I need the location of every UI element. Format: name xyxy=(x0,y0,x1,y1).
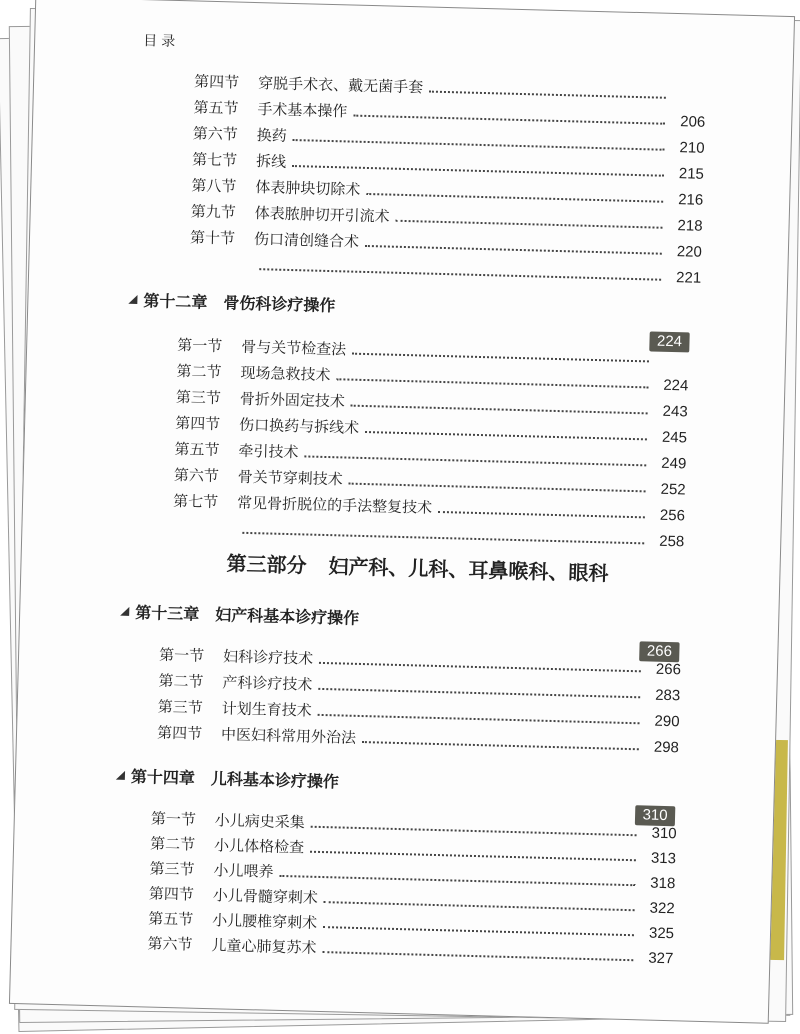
section-number: 第四节 xyxy=(156,723,203,743)
chapter-number: 第十四章 xyxy=(130,766,196,788)
page-number: 243 xyxy=(662,402,688,421)
section-title: 小儿腰椎穿刺术 xyxy=(211,911,318,932)
section-number: 第三节 xyxy=(175,388,222,408)
section-title: 拆线 xyxy=(255,152,287,171)
page-number: 290 xyxy=(654,712,680,731)
section-title: 儿童心肺复苏术 xyxy=(211,936,317,957)
chapter-number: 第十二章 xyxy=(143,290,208,312)
triangle-marker-icon xyxy=(120,606,129,615)
page-number: 310 xyxy=(651,824,677,843)
part-title: 妇产科、儿科、耳鼻喉科、眼科 xyxy=(328,554,609,586)
chapter-page-badge: 310 xyxy=(635,805,676,826)
chapter-title: 儿科基本诊疗操作 xyxy=(210,768,340,791)
section-number: 第一节 xyxy=(150,809,197,829)
page-header: 目录 xyxy=(142,33,180,51)
section-title: 小儿体格检查 xyxy=(213,836,305,857)
section-title: 牵引技术 xyxy=(238,441,299,462)
chapter-heading-12 xyxy=(128,286,336,317)
section-title: 现场急救技术 xyxy=(240,363,331,385)
part-number: 第三部分 xyxy=(226,551,307,578)
section-title: 中医妇科常用外治法 xyxy=(220,725,357,747)
chapter-title: 妇产科基本诊疗操作 xyxy=(214,604,360,628)
chapter-page-badge: 266 xyxy=(639,641,680,662)
section-number: 第四节 xyxy=(193,72,240,92)
dot-leader xyxy=(365,431,647,440)
section-number: 第四节 xyxy=(148,884,195,904)
section-title: 骨关节穿刺技术 xyxy=(237,467,344,489)
page-number xyxy=(655,368,689,369)
section-title: 常见骨折脱位的手法整复技术 xyxy=(236,493,433,517)
page-number: 245 xyxy=(661,428,688,447)
section-number: 第五节 xyxy=(147,909,194,929)
page-number: 327 xyxy=(648,949,674,968)
section-number: 第四节 xyxy=(174,414,221,434)
section-number: 第二节 xyxy=(149,834,196,854)
page-number: 210 xyxy=(679,139,705,157)
section-number: 第十节 xyxy=(189,228,236,248)
section-title: 小儿病史采集 xyxy=(214,811,306,832)
dot-leader xyxy=(366,193,663,203)
page-number: 215 xyxy=(678,165,705,183)
section-title: 骨与关节检查法 xyxy=(240,337,347,359)
section-title: 小儿骨髓穿刺术 xyxy=(212,886,319,907)
dot-leader xyxy=(365,245,662,255)
section-number: 第二节 xyxy=(176,362,222,382)
section-number: 第七节 xyxy=(191,150,238,170)
chapter-number: 第十三章 xyxy=(134,602,200,624)
chapter-heading-13 xyxy=(120,598,360,630)
section-number xyxy=(172,537,232,539)
toc-page xyxy=(9,0,795,1024)
section-title: 小儿喂养 xyxy=(213,861,274,881)
section-number: 第三节 xyxy=(149,859,195,879)
section-number: 第七节 xyxy=(172,492,219,512)
section-title: 骨折外固定技术 xyxy=(239,389,346,411)
page-number: 206 xyxy=(680,113,706,131)
dot-leader xyxy=(304,455,646,466)
section-number: 第三节 xyxy=(157,697,204,717)
dot-leader xyxy=(351,405,648,415)
section-number: 第二节 xyxy=(158,671,204,691)
dot-leader xyxy=(353,115,665,125)
page-number: 325 xyxy=(648,924,675,943)
page-number: 322 xyxy=(649,899,675,918)
dot-leader xyxy=(322,951,633,961)
section-number: 第五节 xyxy=(174,440,220,460)
section-number: 第六节 xyxy=(192,124,239,144)
chapter-title: 骨伤科诊疗操作 xyxy=(223,292,336,315)
dot-leader xyxy=(259,268,661,281)
part-heading xyxy=(226,547,609,586)
section-title: 穿脱手术衣、戴无菌手套 xyxy=(257,74,424,97)
page-number: 318 xyxy=(650,874,676,893)
dot-leader xyxy=(349,483,646,493)
section-number: 第六节 xyxy=(173,466,220,486)
section-title: 伤口换药与拆线术 xyxy=(238,415,360,437)
section-title: 产科诊疗技术 xyxy=(222,673,313,694)
page-number: 283 xyxy=(654,686,681,705)
page-number: 266 xyxy=(655,660,682,679)
dot-leader xyxy=(352,353,649,363)
page-number: 216 xyxy=(677,191,704,209)
chapter-heading-14 xyxy=(116,762,340,794)
section-number: 第一节 xyxy=(177,336,223,356)
dot-leader xyxy=(242,532,644,545)
section-number: 第九节 xyxy=(190,202,236,222)
section-title: 换药 xyxy=(256,126,288,145)
dot-leader xyxy=(396,220,663,229)
section-number: 第六节 xyxy=(147,934,193,954)
section-title: 伤口清创缝合术 xyxy=(253,230,360,251)
section-title: 体表肿块切除术 xyxy=(255,178,361,199)
section-number: 第一节 xyxy=(158,645,205,665)
section-title: 计划生育技术 xyxy=(221,699,312,720)
page-number: 252 xyxy=(660,480,686,499)
page-number: 218 xyxy=(677,217,703,235)
page-number: 298 xyxy=(653,738,680,757)
page-number: 224 xyxy=(663,376,689,395)
dot-leader xyxy=(319,662,641,672)
section-number: 第八节 xyxy=(191,176,237,196)
page-number: 221 xyxy=(675,269,702,287)
page-number: 258 xyxy=(659,532,685,551)
triangle-marker-icon xyxy=(128,294,137,303)
page-number: 313 xyxy=(650,849,677,868)
dot-leader xyxy=(318,688,640,698)
dot-leader xyxy=(318,714,640,724)
section-number: 第五节 xyxy=(193,98,239,118)
dot-leader xyxy=(336,378,648,388)
page-number xyxy=(672,104,706,105)
page-number: 249 xyxy=(661,454,687,473)
triangle-marker-icon xyxy=(116,770,125,779)
section-title: 妇科诊疗技术 xyxy=(222,647,314,668)
chapter-page-badge: 224 xyxy=(649,331,690,352)
dot-leader xyxy=(362,741,639,750)
page-number: 220 xyxy=(676,243,703,261)
dot-leader xyxy=(429,91,666,99)
dot-leader xyxy=(438,511,645,518)
section-title: 体表脓肿切开引流术 xyxy=(254,204,390,226)
section-number xyxy=(189,273,249,275)
section-title: 手术基本操作 xyxy=(257,100,348,121)
page-number: 256 xyxy=(659,506,686,525)
